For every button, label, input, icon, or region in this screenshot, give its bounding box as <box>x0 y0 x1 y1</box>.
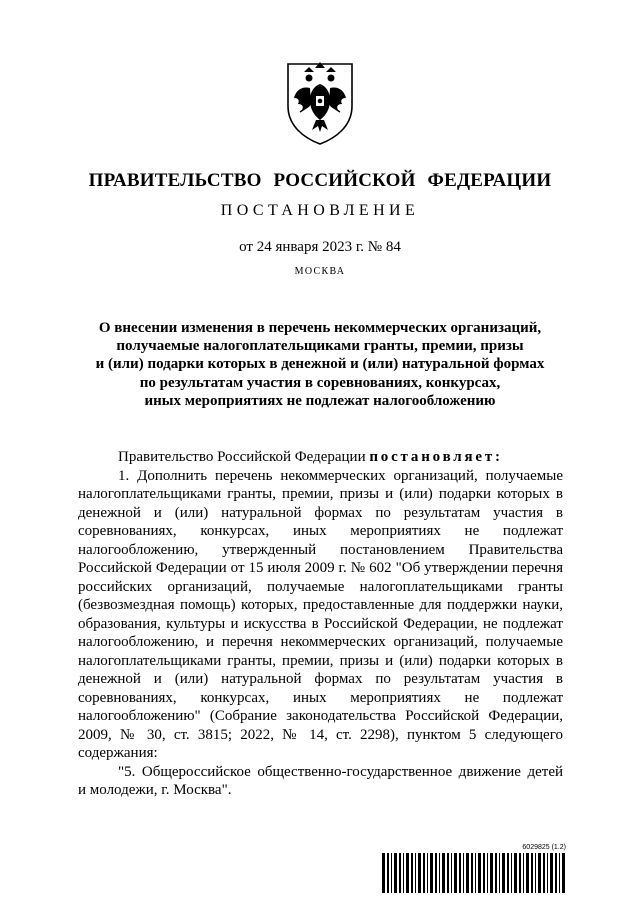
barcode-bar <box>471 853 473 893</box>
barcode-bar <box>562 853 565 893</box>
barcode-bar <box>463 853 464 893</box>
barcode-bar <box>451 853 452 893</box>
barcode-bar <box>478 853 481 893</box>
barcode-bar <box>535 853 536 893</box>
document-date-number: от 24 января 2023 г. № 84 <box>239 239 401 255</box>
subject-line: иных мероприятиях не подлежат налогообложению <box>144 392 496 409</box>
barcode-bar <box>487 853 488 893</box>
barcode-bar <box>475 853 476 893</box>
barcode-bar <box>454 853 457 893</box>
barcode-bar <box>466 853 469 893</box>
barcode-bar <box>555 853 557 893</box>
barcode-bar <box>447 853 449 893</box>
barcode-bar <box>435 853 437 893</box>
subject-line: О внесении изменения в перечень некоммерческих организаций, <box>98 320 542 336</box>
document-code: 6029825 (1.2) <box>522 844 566 851</box>
barcode-bar <box>547 853 548 893</box>
barcode-bar <box>391 853 392 893</box>
barcode-bar <box>490 853 493 893</box>
barcode-bar <box>406 853 409 893</box>
subject-line: получаемые налогоплательщиками гранты, премии, призы <box>116 338 524 355</box>
barcode-icon <box>382 853 566 893</box>
document-type: ПОСТАНОВЛЕНИЕ <box>220 202 420 219</box>
subject-line: и (или) подарки которых в денежной и (или) натуральной формах <box>95 356 545 373</box>
barcode-bar <box>415 853 416 893</box>
document-stamp <box>382 844 566 894</box>
barcode-bar <box>442 853 445 893</box>
barcode-bar <box>430 853 433 893</box>
barcode-bar <box>550 853 553 893</box>
barcode-bar <box>538 853 541 893</box>
barcode-bar <box>559 853 560 893</box>
barcode-bar <box>511 853 512 893</box>
barcode-bar <box>399 853 401 893</box>
barcode-bar <box>499 853 500 893</box>
barcode-bar <box>507 853 509 893</box>
barcode-bar <box>394 853 397 893</box>
preamble-lead: Правительство Российской Федерации <box>118 449 370 465</box>
subject-line: по результатам участия в соревнованиях, конкурсах, <box>139 374 501 391</box>
document-place: МОСКВА <box>294 266 346 277</box>
barcode-bar <box>523 853 524 893</box>
barcode-bar <box>418 853 421 893</box>
barcode-bar <box>382 853 385 893</box>
issuer-title: ПРАВИТЕЛЬСТВО РОССИЙСКОЙ ФЕДЕРАЦИИ <box>88 170 552 191</box>
document-subject <box>60 319 580 410</box>
barcode-bar <box>427 853 428 893</box>
preamble-decree: постановляет: <box>369 449 503 465</box>
barcode-bar <box>423 853 425 893</box>
barcode-bar <box>514 853 517 893</box>
barcode-bar <box>502 853 505 893</box>
barcode-bar <box>519 853 521 893</box>
barcode-bar <box>439 853 440 893</box>
preamble <box>78 448 563 467</box>
barcode-bar <box>526 853 529 893</box>
barcode-bar <box>459 853 461 893</box>
barcode-bar <box>543 853 545 893</box>
barcode-bar <box>495 853 497 893</box>
barcode-bar <box>387 853 389 893</box>
barcode-bar <box>531 853 533 893</box>
coat-of-arms-icon <box>280 58 360 148</box>
barcode-bar <box>411 853 413 893</box>
item-1-paragraph: 1. Дополнить перечень некоммерческих организаций, получаемые налогоплательщиками гранты, премии, призы и (или) подарки которых в денежной и (или) натуральной формах по результатам участия в соревнованиях, конкурсах, иных мероприятиях не подлежат налогообложению, утвержденный постановлением Правительства Российской Федерации от 15 июля 2009 г. № 602 "Об утверждении перечня российских организаций, получаемые налогоплательщиками гранты (безвозмездная помощь) которых, предоставленные для поддержки науки, образования, культуры и искусства в Российской Федерации, не подлежат налогообложению, и перечня некоммерческих организаций, получаемые налогоплательщиками гранты, премии, призы и (или) подарки которых в денежной и (или) натуральной формах по результатам участия в соревнованиях, конкурсах, иных мероприятиях не подлежат налогообложению" (Собрание законодательства Российской Федерации, 2009, № 30, ст. 3815; 2022, № 14, ст. 2298), пунктом 5 следующего содержания: <box>78 467 563 761</box>
item-1-quote: "5. Общероссийское общественно-государственное движение детей и молодежи, г. Москва". <box>78 763 563 798</box>
document-body <box>78 448 563 800</box>
barcode-bar <box>483 853 485 893</box>
barcode-bar <box>403 853 404 893</box>
